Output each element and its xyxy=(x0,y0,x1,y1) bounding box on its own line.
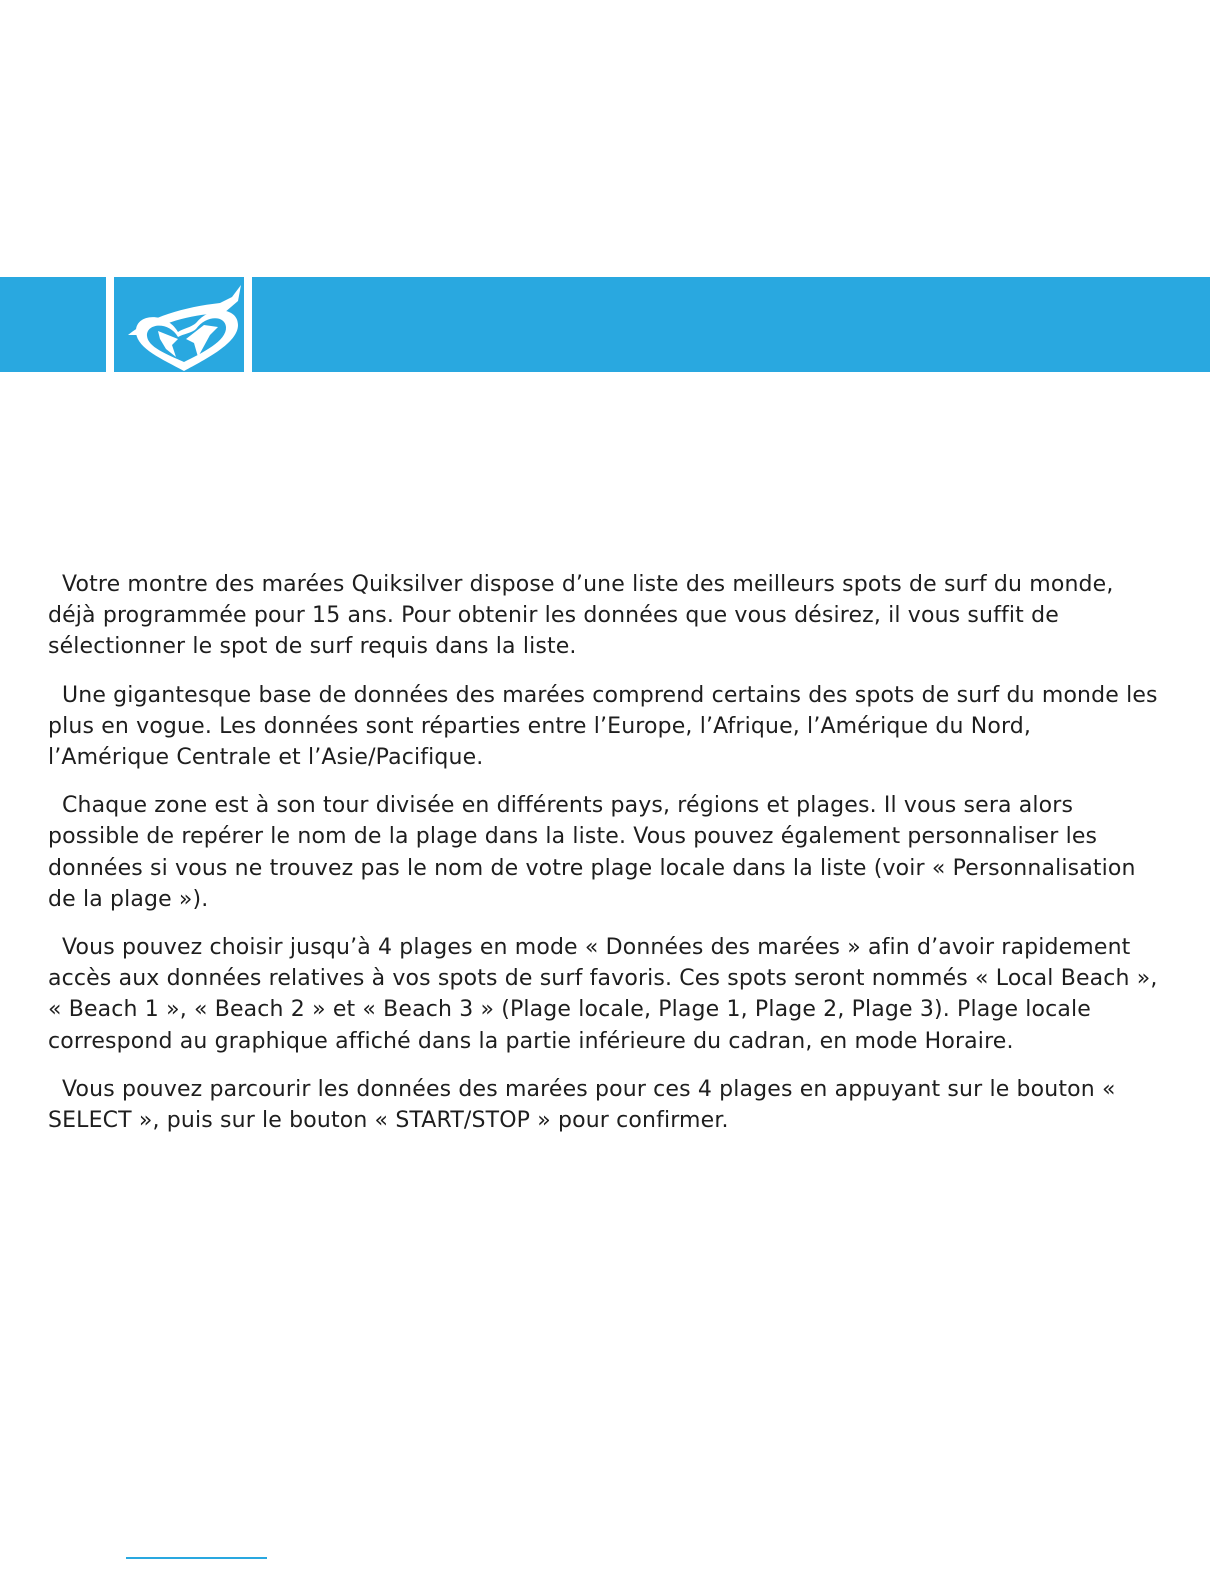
paragraph-navigation: Vous pouvez parcourir les données des marées pour ces 4 plages en appuyant sur le bouton « SELECT », puis sur le bouton « START/STOP » pour confirmer. xyxy=(48,1076,1116,1134)
header-logo-block xyxy=(114,277,244,372)
header-banner-left xyxy=(0,277,106,372)
paragraph-database: Une gigantesque base de données des marées comprend certains des spots de surf du monde les plus en vogue. Les données sont réparties entre l’Europe, l’Afrique, l’Amérique du Nord, l’Amérique Centrale et l’Asie/Pacifique. xyxy=(48,682,1158,771)
footer-divider xyxy=(126,1557,267,1559)
header-banner-right xyxy=(252,277,1210,372)
roxy-heart-logo-icon xyxy=(114,277,244,372)
paragraph-intro: Votre montre des marées Quiksilver dispose d’une liste des meilleurs spots de surf du monde, déjà programmée pour 15 ans. Pour obtenir les données que vous désirez, il vous suffit de sélectionner le spot de surf requis dans la liste. xyxy=(48,572,1114,660)
paragraph-zones: Chaque zone est à son tour divisée en différents pays, régions et plages. Il vous sera alors possible de repérer le nom de la plage dans la liste. Vous pouvez également personnaliser les données si vous ne trouvez pas le nom de votre plage locale dans la liste (voir « Personnalisation de la plage »). xyxy=(48,793,1136,912)
paragraph-favorites: Vous pouvez choisir jusqu’à 4 plages en mode « Données des marées » afin d’avoir rapidement accès aux données relatives à vos spots de surf favoris. Ces spots seront nommés « Local Beach », « Beach 1 », « Beach 2 » et « Beach 3 » (Plage locale, Plage 1, Plage 2, Plage 3). Plage locale correspond au graphique affiché dans la partie inférieure du cadran, en mode Horaire. xyxy=(48,935,1158,1054)
body-text xyxy=(48,569,1158,1153)
